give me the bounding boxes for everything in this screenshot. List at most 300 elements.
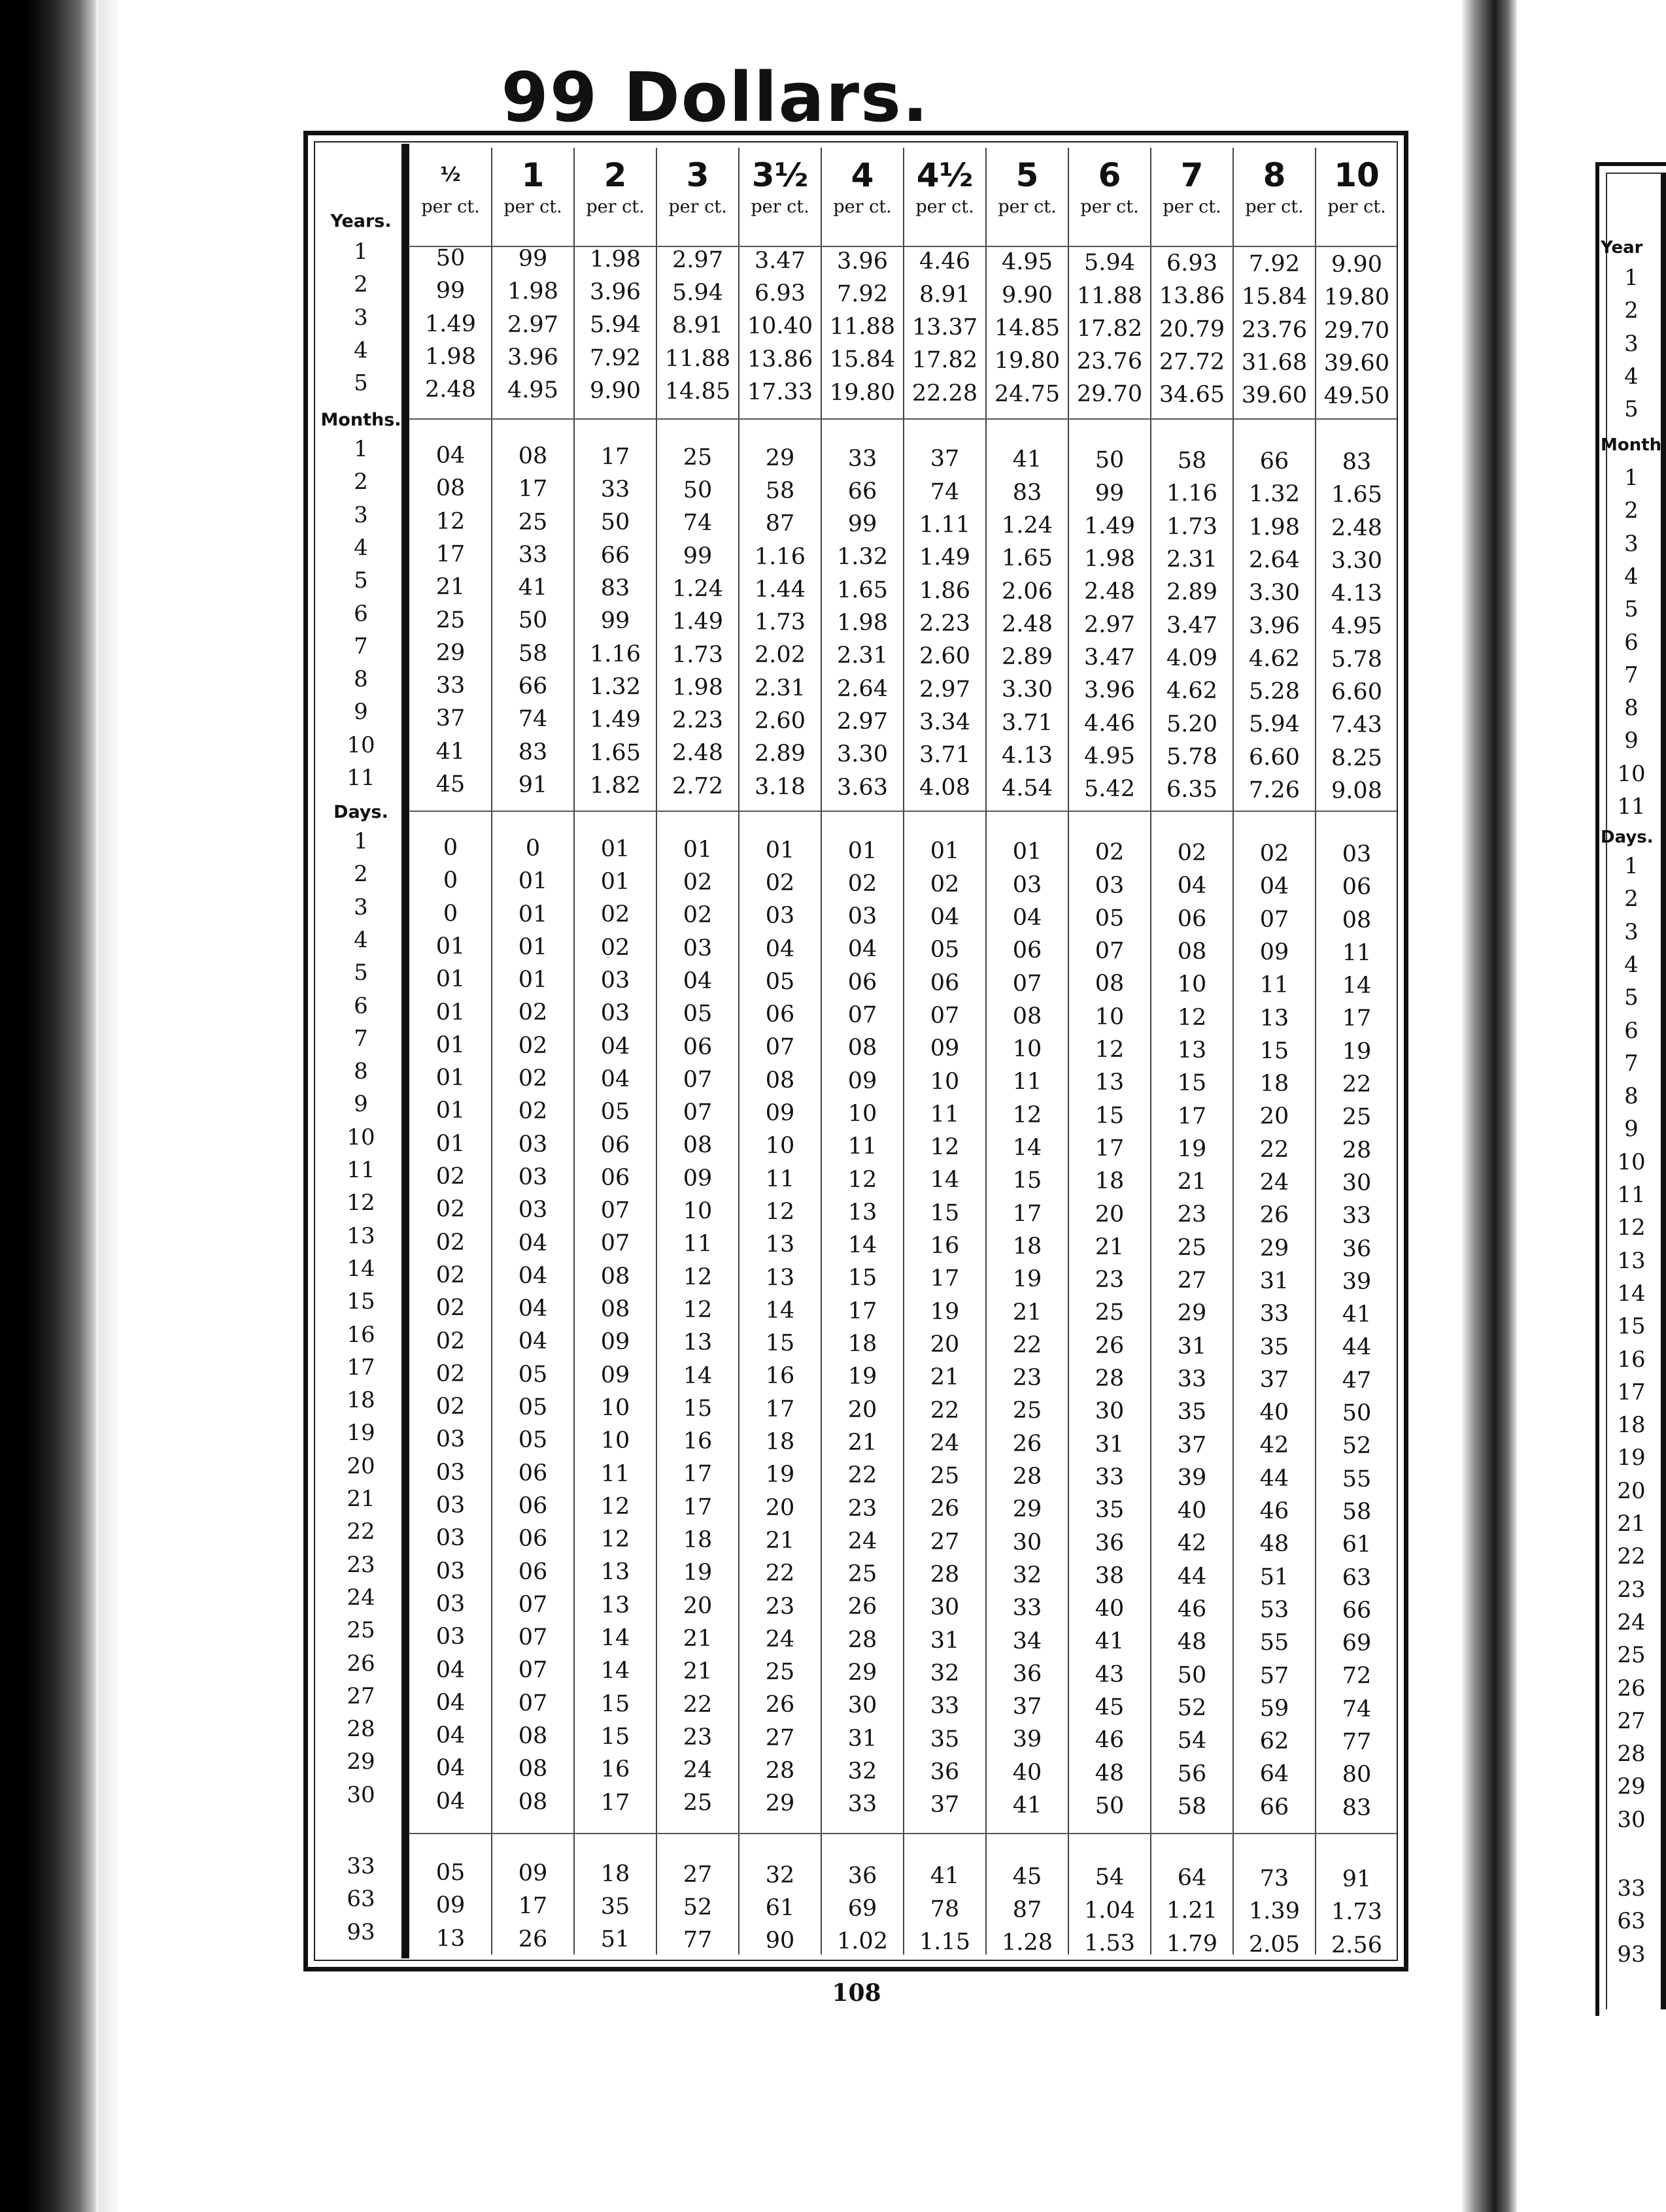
table-cell: 07 <box>518 1690 548 1717</box>
per-cent-label: per ct. <box>503 197 562 217</box>
table-cell: 1.98 <box>672 674 723 701</box>
table-cell: 56 <box>1177 1760 1207 1787</box>
table-cell: 17 <box>683 1461 713 1488</box>
table-cell: 25 <box>435 607 466 633</box>
table-cell: 25 <box>765 1659 795 1686</box>
table-cell: 09 <box>765 1100 795 1126</box>
table-cell: 4.95 <box>1084 743 1135 769</box>
table-cell: 03 <box>435 1624 466 1651</box>
table-cell: 90 <box>765 1928 795 1954</box>
table-cell: 13 <box>1259 1005 1289 1031</box>
table-cell: 01 <box>1012 839 1042 865</box>
table-cell: 01 <box>683 836 713 863</box>
right-months-row-label: 7 <box>1624 662 1639 688</box>
right-months-row-label: 1 <box>1624 465 1639 491</box>
months-row-label: 7 <box>354 633 368 660</box>
table-cell: 77 <box>683 1927 713 1954</box>
table-cell: 14 <box>765 1297 795 1324</box>
table-cell: 10 <box>847 1100 877 1127</box>
rate-column-header <box>1316 154 1398 218</box>
center-binding-gutter <box>1462 0 1517 2212</box>
table-cell: 39.60 <box>1241 382 1308 409</box>
table-cell: 10 <box>1177 971 1207 998</box>
table-cell: 01 <box>930 838 960 865</box>
rate-value: 1 <box>521 156 545 194</box>
months-row-label: 5 <box>354 567 368 594</box>
table-cell: 2.23 <box>672 707 723 734</box>
table-cell: 74 <box>683 510 713 537</box>
per-cent-label: per ct. <box>668 197 727 217</box>
table-cell: 20 <box>765 1494 795 1521</box>
days-row-label: 2 <box>354 861 368 888</box>
table-cell: 07 <box>765 1034 795 1061</box>
table-cell: 1.49 <box>590 707 641 733</box>
table-cell: 53 <box>1259 1596 1289 1623</box>
table-cell: 17 <box>1177 1103 1207 1130</box>
rate-value: 10 <box>1334 156 1380 194</box>
days-row-label: 6 <box>354 992 368 1019</box>
table-cell: 12 <box>435 508 466 535</box>
table-cell: 08 <box>600 1263 630 1290</box>
table-cell: 04 <box>847 936 877 963</box>
table-cell: 44 <box>1177 1563 1207 1590</box>
days-row-label: 28 <box>347 1716 375 1743</box>
table-cell: 05 <box>765 968 795 995</box>
table-cell: 22 <box>1012 1332 1042 1358</box>
table-cell: 29 <box>435 639 466 666</box>
table-cell: 11 <box>1342 939 1372 966</box>
table-cell: 13.86 <box>747 346 813 373</box>
table-cell: 06 <box>518 1492 548 1519</box>
table-cell: 16 <box>683 1428 713 1455</box>
right-days-row-label: 30 <box>1617 1806 1646 1833</box>
table-cell: 06 <box>518 1558 548 1585</box>
table-cell: 11 <box>847 1133 877 1160</box>
table-cell: 06 <box>930 969 960 996</box>
table-cell: 13 <box>600 1559 630 1586</box>
table-cell: 03 <box>435 1590 466 1617</box>
table-cell: 06 <box>683 1033 713 1060</box>
table-cell: 2.06 <box>1002 578 1053 605</box>
table-cell: 33 <box>930 1693 960 1720</box>
days-row-label: 4 <box>354 926 368 953</box>
table-cell: 09 <box>683 1165 713 1192</box>
table-cell: 34 <box>1012 1628 1042 1654</box>
table-cell: 31 <box>930 1627 960 1654</box>
table-cell: 03 <box>435 1492 466 1518</box>
table-cell: 0 <box>443 900 458 927</box>
table-cell: 09 <box>600 1329 630 1356</box>
table-cell: 13 <box>847 1199 877 1226</box>
table-cell: 5.94 <box>1249 711 1300 738</box>
table-cell: 29 <box>1012 1496 1042 1523</box>
rate-column-header <box>904 154 986 218</box>
table-cell: 05 <box>518 1394 548 1420</box>
table-cell: 02 <box>435 1196 466 1223</box>
table-cell: 19.80 <box>1323 284 1390 311</box>
table-cell: 07 <box>847 1002 877 1028</box>
table-cell: 3.18 <box>755 773 806 800</box>
table-cell: 02 <box>435 1229 466 1256</box>
table-cell: 2.60 <box>755 708 806 734</box>
table-cell: 14 <box>600 1658 630 1684</box>
table-cell: 13 <box>1095 1069 1125 1096</box>
table-cell: 5.78 <box>1166 743 1217 770</box>
table-cell: 0 <box>443 867 458 894</box>
days-row-label: 10 <box>347 1124 375 1150</box>
table-cell: 01 <box>765 837 795 863</box>
right-days-row-label: 8 <box>1624 1083 1639 1110</box>
table-cell: 26 <box>1095 1332 1125 1359</box>
table-cell: 06 <box>765 1001 795 1028</box>
table-cell: 2.89 <box>1002 644 1053 671</box>
right-days-row-label: 21 <box>1617 1511 1646 1537</box>
table-cell: 2.31 <box>837 643 888 669</box>
table-cell: 26 <box>847 1594 877 1620</box>
table-cell: 99 <box>518 245 548 272</box>
table-cell: 17 <box>1095 1135 1125 1162</box>
table-cell: 46 <box>1259 1498 1289 1524</box>
table-cell: 61 <box>1342 1532 1372 1558</box>
table-cell: 12 <box>1012 1101 1042 1128</box>
table-cell: 01 <box>435 1130 466 1157</box>
table-cell: 15 <box>1012 1167 1042 1194</box>
table-cell: 11.88 <box>664 345 731 372</box>
table-cell: 30 <box>930 1594 960 1621</box>
table-cell: 25 <box>1342 1104 1372 1131</box>
table-cell: 59 <box>1259 1695 1289 1722</box>
table-cell: 50 <box>1095 1792 1125 1819</box>
table-cell: 41 <box>435 738 466 765</box>
table-cell: 04 <box>435 1689 466 1716</box>
table-cell: 2.97 <box>837 708 888 735</box>
per-cent-label: per ct. <box>751 197 809 217</box>
table-cell: 03 <box>683 935 713 962</box>
years-section-label: Years. <box>330 211 392 231</box>
table-cell: 03 <box>600 967 630 994</box>
table-cell: 32 <box>765 1862 795 1888</box>
days-row-label: 13 <box>347 1222 375 1249</box>
right-days-row-label: 14 <box>1617 1280 1646 1307</box>
table-cell: 12 <box>847 1166 877 1193</box>
table-cell: 69 <box>1342 1630 1372 1657</box>
table-cell: 04 <box>600 1065 630 1092</box>
months-row-label: 9 <box>354 699 368 726</box>
table-cell: 3.96 <box>590 279 641 306</box>
table-cell: 04 <box>1012 904 1042 931</box>
right-days-row-label: 29 <box>1617 1773 1646 1800</box>
table-cell: 4.95 <box>507 377 558 404</box>
right-years-row-label: 1 <box>1624 265 1639 291</box>
table-cell: 02 <box>1095 839 1125 866</box>
table-cell: 1.16 <box>590 641 641 667</box>
years-row-label: 5 <box>354 370 368 397</box>
table-cell: 26 <box>1012 1430 1042 1457</box>
table-cell: 10 <box>930 1068 960 1095</box>
table-cell: 18 <box>600 1860 630 1887</box>
table-cell: 52 <box>1177 1694 1207 1721</box>
table-cell: 04 <box>435 1755 466 1782</box>
table-cell: 64 <box>1177 1865 1207 1892</box>
table-cell: 45 <box>435 771 466 797</box>
table-cell: 1.73 <box>1166 513 1217 540</box>
table-cell: 47 <box>1342 1367 1372 1394</box>
table-cell: 17 <box>1012 1200 1042 1227</box>
table-cell: 19 <box>683 1560 713 1586</box>
table-cell: 20 <box>1259 1103 1289 1130</box>
table-cell: 37 <box>930 1792 960 1818</box>
table-cell: 23 <box>847 1495 877 1522</box>
table-cell: 50 <box>435 245 466 271</box>
table-cell: 4.54 <box>1002 775 1053 802</box>
table-cell: 32 <box>847 1758 877 1785</box>
table-cell: 9.90 <box>590 378 641 404</box>
table-cell: 02 <box>435 1360 466 1387</box>
table-cell: 4.62 <box>1249 645 1300 672</box>
table-cell: 12 <box>765 1198 795 1225</box>
table-cell: 06 <box>1012 937 1042 964</box>
table-cell: 20.79 <box>1159 316 1225 343</box>
table-cell: 52 <box>1342 1433 1372 1460</box>
table-cell: 5.42 <box>1084 776 1135 803</box>
table-cell: 5.20 <box>1166 711 1217 737</box>
table-cell: 23 <box>683 1724 713 1751</box>
table-cell: 3.47 <box>1084 645 1135 671</box>
table-cell: 58 <box>1177 1793 1207 1820</box>
table-cell: 1.73 <box>755 609 806 636</box>
table-cell: 33 <box>435 673 466 699</box>
table-cell: 40 <box>1012 1759 1042 1786</box>
table-cell: 02 <box>518 1065 548 1092</box>
table-cell: 7.43 <box>1331 712 1382 739</box>
table-cell: 54 <box>1177 1728 1207 1754</box>
days-row-label: 7 <box>354 1025 368 1052</box>
table-cell: 25 <box>1177 1234 1207 1261</box>
right-months-label: Month <box>1601 435 1662 455</box>
table-cell: 58 <box>1342 1498 1372 1525</box>
table-cell: 80 <box>1342 1762 1372 1788</box>
table-cell: 1.49 <box>672 609 723 635</box>
table-cell: 36 <box>1095 1530 1125 1556</box>
table-cell: 3.34 <box>919 709 970 735</box>
days-section-label: Days. <box>333 802 388 822</box>
table-cell: 08 <box>435 475 466 502</box>
table-cell: 07 <box>518 1657 548 1684</box>
right-days-row-label: 11 <box>1617 1182 1646 1208</box>
table-cell: 24 <box>765 1626 795 1652</box>
table-cell: 16 <box>930 1233 960 1259</box>
table-cell: 24 <box>683 1757 713 1784</box>
table-cell: 36 <box>1342 1235 1372 1262</box>
extra-row-label: 33 <box>347 1853 375 1879</box>
table-cell: 50 <box>1342 1400 1372 1426</box>
table-cell: 69 <box>847 1895 877 1922</box>
table-cell: 02 <box>930 871 960 897</box>
table-cell: 1.49 <box>919 545 970 571</box>
table-cell: 17.82 <box>911 347 978 374</box>
table-cell: 09 <box>847 1067 877 1094</box>
table-cell: 46 <box>1095 1727 1125 1754</box>
table-cell: 42 <box>1177 1530 1207 1557</box>
table-cell: 10 <box>765 1133 795 1160</box>
table-cell: 10 <box>600 1428 630 1454</box>
right-months-row-label: 11 <box>1617 794 1646 820</box>
table-cell: 99 <box>600 608 630 635</box>
right-days-row-label: 26 <box>1617 1675 1646 1701</box>
table-cell: 1.82 <box>590 772 641 799</box>
days-row-label: 9 <box>354 1091 368 1118</box>
table-cell: 63 <box>1342 1564 1372 1591</box>
table-cell: 29 <box>1259 1235 1289 1262</box>
table-cell: 3.96 <box>507 344 558 371</box>
table-cell: 61 <box>765 1894 795 1921</box>
table-cell: 05 <box>518 1427 548 1454</box>
table-cell: 04 <box>1177 873 1207 899</box>
table-cell: 04 <box>518 1230 548 1256</box>
per-cent-label: per ct. <box>915 197 974 217</box>
table-cell: 2.97 <box>507 311 558 338</box>
table-cell: 03 <box>435 1525 466 1552</box>
table-cell: 08 <box>765 1067 795 1094</box>
rate-value: 7 <box>1180 156 1204 194</box>
table-cell: 5.94 <box>1084 250 1135 276</box>
table-cell: 41 <box>930 1863 960 1890</box>
days-row-label: 24 <box>347 1584 375 1611</box>
table-cell: 37 <box>1177 1432 1207 1458</box>
days-row-label: 16 <box>347 1321 375 1348</box>
table-cell: 02 <box>765 869 795 896</box>
table-cell: 12 <box>1095 1037 1125 1063</box>
months-row-label: 4 <box>354 534 368 561</box>
table-cell: 55 <box>1259 1630 1289 1656</box>
per-cent-label: per ct. <box>1080 197 1139 217</box>
table-cell: 1.65 <box>1002 545 1053 572</box>
table-cell: 21 <box>765 1527 795 1554</box>
right-days-row-label: 13 <box>1617 1247 1646 1274</box>
table-cell: 31 <box>1259 1267 1289 1294</box>
table-cell: 21 <box>1012 1299 1042 1326</box>
table-cell: 15 <box>683 1395 713 1422</box>
table-cell: 48 <box>1259 1531 1289 1558</box>
table-cell: 40 <box>1095 1596 1125 1622</box>
table-cell: 6.60 <box>1249 744 1300 771</box>
table-cell: 28 <box>1342 1137 1372 1164</box>
years-row-label: 2 <box>354 271 368 298</box>
table-cell: 28 <box>847 1626 877 1653</box>
table-cell: 09 <box>600 1362 630 1388</box>
table-cell: 49.50 <box>1323 383 1390 410</box>
table-cell: 2.31 <box>1166 546 1217 573</box>
table-cell: 26 <box>765 1692 795 1718</box>
months-section-label: Months. <box>320 410 401 430</box>
per-cent-label: per ct. <box>1245 197 1304 217</box>
table-cell: 26 <box>1259 1202 1289 1229</box>
table-cell: 0 <box>443 835 458 861</box>
table-cell: 33 <box>600 477 630 503</box>
rate-value: 3 <box>686 156 709 194</box>
rate-column-header <box>656 154 739 218</box>
rate-value: 3½ <box>751 156 809 194</box>
right-extra-row-label: 33 <box>1617 1875 1646 1902</box>
table-cell: 5.94 <box>672 280 723 306</box>
months-row-label: 11 <box>347 765 375 791</box>
table-cell: 02 <box>435 1394 466 1420</box>
right-months-row-label: 10 <box>1617 760 1646 787</box>
table-cell: 1.49 <box>1084 512 1135 539</box>
table-cell: 12 <box>600 1526 630 1553</box>
table-cell: 28 <box>765 1758 795 1784</box>
table-cell: 77 <box>1342 1729 1372 1755</box>
section-rule <box>409 811 1397 812</box>
table-cell: 02 <box>435 1262 466 1288</box>
table-cell: 26 <box>930 1496 960 1522</box>
table-cell: 9.08 <box>1331 777 1382 804</box>
table-cell: 11 <box>600 1460 630 1487</box>
table-cell: 22.28 <box>911 380 978 407</box>
days-row-label: 18 <box>347 1387 375 1414</box>
right-days-row-label: 12 <box>1617 1215 1646 1241</box>
table-cell: 6.93 <box>755 280 806 307</box>
table-cell: 02 <box>518 1032 548 1059</box>
right-days-row-label: 15 <box>1617 1313 1646 1340</box>
table-cell: 38 <box>1095 1562 1125 1589</box>
right-years-label: Year <box>1601 238 1643 258</box>
table-cell: 07 <box>600 1230 630 1257</box>
left-binding-gutter <box>0 0 98 2212</box>
table-cell: 18 <box>847 1331 877 1357</box>
table-cell: 14.85 <box>664 378 731 405</box>
right-months-row-label: 6 <box>1624 629 1639 656</box>
table-cell: 9.90 <box>1002 282 1053 309</box>
right-days-row-label: 2 <box>1624 886 1639 913</box>
table-cell: 17 <box>765 1396 795 1422</box>
months-row-label: 2 <box>354 469 368 495</box>
section-rule <box>409 418 1397 420</box>
months-row-label: 6 <box>354 600 368 627</box>
table-cell: 43 <box>1095 1661 1125 1688</box>
table-cell: 1.16 <box>755 543 806 570</box>
table-cell: 03 <box>1342 841 1372 867</box>
table-cell: 10 <box>600 1394 630 1421</box>
table-cell: 03 <box>518 1197 548 1224</box>
table-cell: 15 <box>765 1330 795 1357</box>
table-cell: 41 <box>1012 1792 1042 1818</box>
table-cell: 14 <box>1342 973 1372 999</box>
table-cell: 05 <box>1095 905 1125 931</box>
table-cell: 09 <box>435 1892 466 1919</box>
table-cell: 99 <box>847 511 877 538</box>
table-cell: 2.23 <box>919 610 970 637</box>
table-cell: 21 <box>847 1429 877 1456</box>
table-cell: 29.70 <box>1323 317 1390 344</box>
table-cell: 07 <box>683 1099 713 1126</box>
table-cell: 74 <box>930 478 960 505</box>
right-days-row-label: 6 <box>1624 1017 1639 1044</box>
table-cell: 25 <box>683 1790 713 1817</box>
table-cell: 02 <box>847 870 877 897</box>
table-cell: 02 <box>683 869 713 896</box>
table-cell: 01 <box>435 999 466 1026</box>
table-cell: 23 <box>1095 1267 1125 1294</box>
right-days-row-label: 24 <box>1617 1609 1646 1635</box>
table-cell: 66 <box>847 478 877 505</box>
table-cell: 02 <box>683 902 713 929</box>
table-cell: 45 <box>1012 1864 1042 1890</box>
table-cell: 11 <box>683 1231 713 1258</box>
table-cell: 66 <box>1342 1597 1372 1624</box>
days-row-label: 1 <box>354 828 368 854</box>
table-cell: 1.65 <box>1331 482 1382 509</box>
